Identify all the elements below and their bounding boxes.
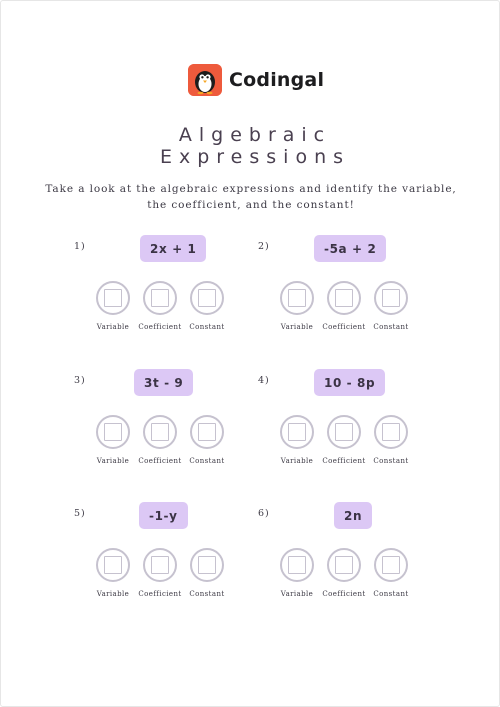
problem-1 [74, 241, 234, 341]
constant-label: Constant [373, 323, 409, 331]
constant-answer-box[interactable] [189, 548, 225, 598]
expression-badge: 2x + 1 [140, 235, 206, 262]
variable-label: Variable [96, 323, 130, 331]
variable-answer-box[interactable] [96, 548, 130, 598]
coefficient-answer-box[interactable] [322, 548, 366, 598]
answer-square [382, 556, 400, 574]
problem-6 [258, 508, 418, 608]
instructions-line-2: the coefficient, and the constant! [147, 199, 355, 211]
coefficient-answer-box[interactable] [322, 281, 366, 331]
problem-4 [258, 375, 418, 475]
expression-badge: 3t - 9 [134, 369, 193, 396]
problem-number: 4) [258, 375, 270, 386]
constant-answer-box[interactable] [189, 281, 225, 331]
coefficient-answer-box[interactable] [322, 415, 366, 465]
problem-number: 2) [258, 241, 270, 252]
variable-answer-box[interactable] [280, 281, 314, 331]
answer-square [151, 423, 169, 441]
coefficient-label: Coefficient [322, 590, 366, 598]
brand-name: Codingal [229, 69, 325, 91]
answer-square [335, 423, 353, 441]
variable-label: Variable [280, 590, 314, 598]
penguin-logo-icon [188, 64, 222, 96]
variable-label: Variable [96, 457, 130, 465]
constant-answer-box[interactable] [373, 415, 409, 465]
answer-slots [96, 415, 226, 475]
answer-square [104, 556, 122, 574]
answer-slots [96, 281, 226, 341]
answer-square [151, 289, 169, 307]
constant-answer-box[interactable] [373, 548, 409, 598]
constant-label: Constant [189, 457, 225, 465]
problem-number: 5) [74, 508, 86, 519]
variable-label: Variable [280, 323, 314, 331]
answer-square [335, 556, 353, 574]
answer-square [198, 289, 216, 307]
answer-slots [280, 548, 410, 608]
coefficient-answer-box[interactable] [138, 281, 182, 331]
constant-label: Constant [189, 323, 225, 331]
answer-slots [96, 548, 226, 608]
answer-square [382, 423, 400, 441]
expression-badge: -1-y [139, 502, 188, 529]
coefficient-label: Coefficient [138, 323, 182, 331]
answer-square [151, 556, 169, 574]
answer-square [335, 289, 353, 307]
coefficient-answer-box[interactable] [138, 548, 182, 598]
coefficient-label: Coefficient [138, 590, 182, 598]
page-title-line-1: Algebraic [178, 124, 332, 146]
answer-square [198, 556, 216, 574]
variable-label: Variable [280, 457, 314, 465]
answer-square [104, 289, 122, 307]
expression-badge: -5a + 2 [314, 235, 386, 262]
problem-number: 1) [74, 241, 86, 252]
problem-3 [74, 375, 234, 475]
expression-badge: 2n [334, 502, 372, 529]
variable-answer-box[interactable] [96, 281, 130, 331]
constant-label: Constant [189, 590, 225, 598]
coefficient-label: Coefficient [322, 323, 366, 331]
constant-answer-box[interactable] [189, 415, 225, 465]
answer-square [288, 556, 306, 574]
coefficient-label: Coefficient [138, 457, 182, 465]
variable-answer-box[interactable] [280, 415, 314, 465]
variable-label: Variable [96, 590, 130, 598]
answer-slots [280, 281, 410, 341]
answer-square [198, 423, 216, 441]
brand-logo [188, 64, 324, 96]
problem-number: 3) [74, 375, 86, 386]
constant-label: Constant [373, 590, 409, 598]
instructions-line-1: Take a look at the algebraic expressions and identify the variable, [45, 183, 457, 195]
constant-label: Constant [373, 457, 409, 465]
instructions [41, 181, 461, 213]
problem-2 [258, 241, 418, 341]
answer-square [104, 423, 122, 441]
variable-answer-box[interactable] [280, 548, 314, 598]
answer-slots [280, 415, 410, 475]
problem-number: 6) [258, 508, 270, 519]
answer-square [288, 423, 306, 441]
coefficient-label: Coefficient [322, 457, 366, 465]
page-title-line-2: Expressions [159, 146, 351, 168]
answer-square [382, 289, 400, 307]
variable-answer-box[interactable] [96, 415, 130, 465]
constant-answer-box[interactable] [373, 281, 409, 331]
expression-badge: 10 - 8p [314, 369, 385, 396]
problem-5 [74, 508, 234, 608]
coefficient-answer-box[interactable] [138, 415, 182, 465]
answer-square [288, 289, 306, 307]
